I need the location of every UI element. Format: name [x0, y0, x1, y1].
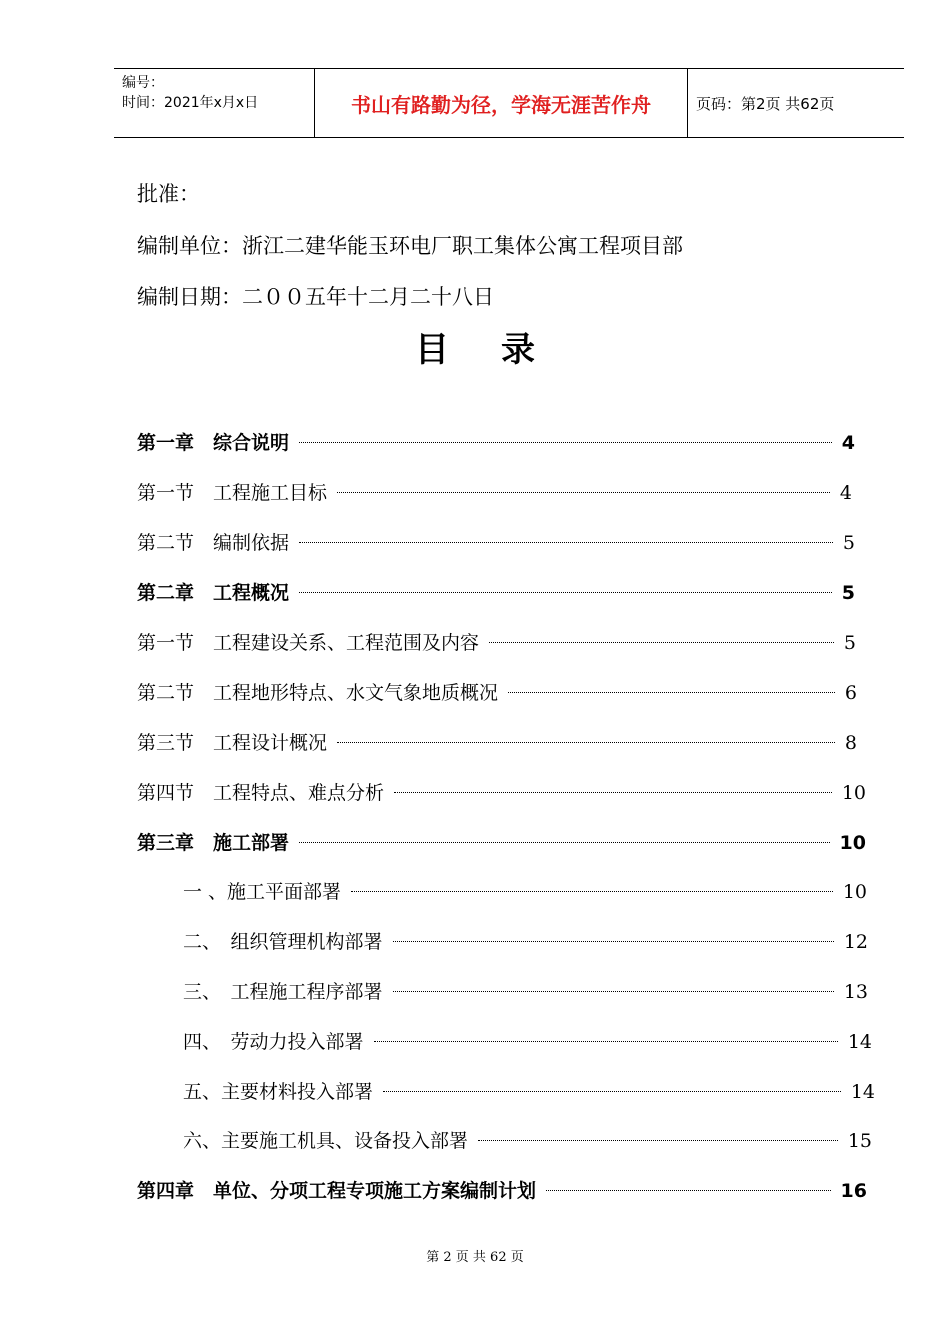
toc-chapter-entry[interactable] — [137, 578, 855, 606]
header-page-info: 页码：第2页 共62页 — [696, 94, 835, 113]
toc-entry[interactable] — [137, 528, 855, 556]
toc-entry-label: 第二章 工程概况 — [137, 582, 290, 604]
toc-entry[interactable] — [137, 728, 857, 756]
toc-entry-label: 第一节 工程施工目标 — [137, 482, 328, 504]
toc-entry[interactable] — [137, 478, 852, 506]
toc-entry-page: 10 — [842, 881, 867, 903]
toc-entry-label: 三、 工程施工程序部署 — [183, 981, 383, 1003]
unit-line: 编制单位：浙江二建华能玉环电厂职工集体公寓工程项目部 — [137, 234, 683, 258]
toc-entry-page: 4 — [841, 432, 855, 454]
toc-entry[interactable] — [137, 678, 857, 706]
toc-leader-dots — [299, 442, 832, 443]
toc-entry-page: 12 — [843, 931, 868, 953]
toc-entry-page: 8 — [844, 732, 857, 754]
header-meta-cell — [114, 69, 315, 137]
time-label: 时间：2021年x月x日 — [122, 95, 259, 111]
toc-leader-dots — [299, 542, 833, 543]
toc-entry[interactable] — [183, 877, 867, 905]
approve-line: 批准： — [137, 182, 200, 206]
toc-entry-page: 14 — [850, 1081, 875, 1103]
header-motto: 书山有路勤为径，学海无涯苦作舟 — [315, 69, 688, 137]
toc-entry-page: 6 — [844, 682, 857, 704]
toc-chapter-entry[interactable] — [137, 828, 866, 856]
toc-leader-dots — [383, 1091, 841, 1092]
toc-entry-label: 一 、施工平面部署 — [183, 881, 342, 903]
toc-entry-page: 14 — [847, 1031, 872, 1053]
toc-entry-page: 15 — [847, 1130, 872, 1152]
toc-entry-label: 二、 组织管理机构部署 — [183, 931, 383, 953]
toc-leader-dots — [394, 792, 832, 793]
toc-leader-dots — [351, 891, 833, 892]
toc-leader-dots — [393, 991, 834, 992]
toc-leader-dots — [299, 842, 830, 843]
number-label: 编号： — [122, 75, 164, 91]
toc-entry-label: 五、主要材料投入部署 — [183, 1081, 374, 1103]
toc-entry-label: 第二节 工程地形特点、水文气象地质概况 — [137, 682, 499, 704]
toc-chapter-entry[interactable] — [137, 428, 855, 456]
toc-entry-page: 5 — [841, 582, 855, 604]
toc-entry[interactable] — [183, 977, 868, 1005]
toc-entry-label: 第一节 工程建设关系、工程范围及内容 — [137, 632, 480, 654]
toc-leader-dots — [337, 492, 830, 493]
toc-entry-page: 13 — [843, 981, 868, 1003]
date-line: 编制日期：二００五年十二月二十八日 — [137, 285, 494, 309]
toc-entry-label: 四、 劳动力投入部署 — [183, 1031, 364, 1053]
toc-leader-dots — [337, 742, 835, 743]
toc-entry-label: 第四章 单位、分项工程专项施工方案编制计划 — [137, 1180, 537, 1202]
toc-entry-label: 第三章 施工部署 — [137, 832, 290, 854]
toc-entry[interactable] — [137, 628, 856, 656]
toc-entry-page: 10 — [841, 782, 866, 804]
toc-entry-label: 第四节 工程特点、难点分析 — [137, 782, 385, 804]
toc-entry-label: 第二节 编制依据 — [137, 532, 290, 554]
toc-leader-dots — [478, 1140, 838, 1141]
toc-leader-dots — [393, 941, 834, 942]
toc-entry-label: 六、主要施工机具、设备投入部署 — [183, 1130, 469, 1152]
toc-entry-page: 5 — [843, 632, 856, 654]
toc-entry-page: 5 — [842, 532, 855, 554]
toc-title: 目录 — [415, 330, 587, 370]
toc-entry-page: 16 — [840, 1180, 867, 1202]
toc-leader-dots — [489, 642, 834, 643]
toc-entry[interactable] — [183, 927, 868, 955]
toc-entry-page: 4 — [839, 482, 852, 504]
toc-entry[interactable] — [183, 1077, 875, 1105]
toc-leader-dots — [508, 692, 835, 693]
page-footer: 第 2 页 共 62 页 — [426, 1250, 524, 1265]
toc-entry-label: 第一章 综合说明 — [137, 432, 290, 454]
page-header — [114, 68, 904, 138]
toc-entry-label: 第三节 工程设计概况 — [137, 732, 328, 754]
toc-leader-dots — [299, 592, 832, 593]
toc-entry-page: 10 — [839, 832, 866, 854]
toc-entry[interactable] — [183, 1027, 872, 1055]
toc-entry[interactable] — [183, 1126, 872, 1154]
toc-leader-dots — [374, 1041, 838, 1042]
toc-chapter-entry[interactable] — [137, 1176, 867, 1204]
toc-leader-dots — [546, 1190, 831, 1191]
toc-entry[interactable] — [137, 778, 866, 806]
